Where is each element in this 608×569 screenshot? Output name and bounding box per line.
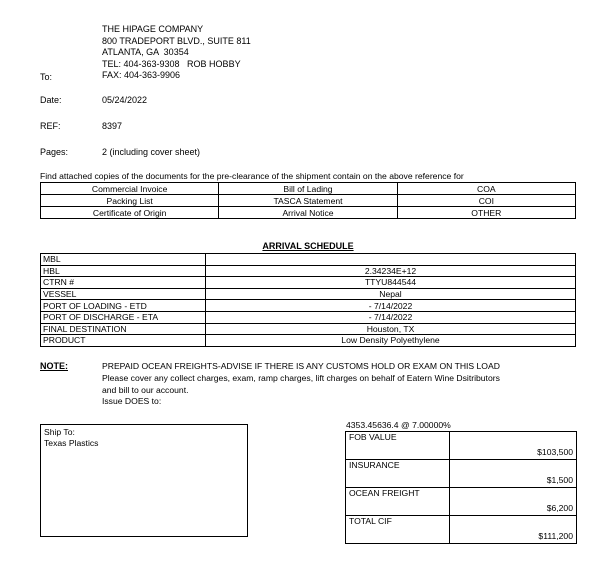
table-row	[41, 254, 576, 266]
pages-value: 2 (including cover sheet)	[102, 147, 201, 157]
doc-cell: Commercial Invoice	[41, 183, 219, 195]
table-row	[346, 488, 577, 516]
arrival-key: FINAL DESTINATION	[41, 323, 206, 335]
arrival-key: VESSEL	[41, 288, 206, 300]
ref-value: 8397	[102, 121, 123, 131]
date-row	[40, 95, 147, 107]
table-row	[41, 335, 576, 347]
date-value: 05/24/2022	[102, 95, 148, 105]
cif-amount: $103,500	[450, 432, 577, 460]
table-row	[41, 277, 576, 289]
company-telephone: TEL: 404-363-9308 ROB HOBBY	[102, 58, 241, 69]
company-street: 800 TRADEPORT BLVD., SUITE 811	[102, 35, 251, 46]
doc-cell: TASCA Statement	[219, 195, 397, 207]
doc-cell: Arrival Notice	[219, 207, 397, 219]
cif-label: OCEAN FREIGHT	[346, 488, 450, 516]
arrival-value: Low Density Polyethylene	[206, 335, 576, 347]
table-row	[41, 207, 576, 219]
intro-sentence: Find attached copies of the documents for the pre-clearance of the shipment contain on the above reference for	[40, 171, 464, 181]
table-row	[41, 300, 576, 312]
doc-cell: OTHER	[397, 207, 575, 219]
doc-cell: Packing List	[41, 195, 219, 207]
note-line: PREPAID OCEAN FREIGHTS-ADVISE IF THERE IS ANY CUSTOMS HOLD OR EXAM ON THIS LOAD	[102, 361, 500, 371]
table-row	[41, 195, 576, 207]
doc-cell: Bill of Lading	[219, 183, 397, 195]
ship-to-label: Ship To:	[44, 427, 75, 437]
pages-row	[40, 147, 200, 159]
arrival-value: TTYU844544	[206, 277, 576, 289]
company-city-state-zip: ATLANTA, GA 30354	[102, 47, 189, 58]
table-row	[41, 288, 576, 300]
arrival-schedule-title	[40, 241, 576, 251]
document-type-table	[40, 182, 576, 219]
cif-value-table	[345, 431, 577, 544]
note-line: and bill to our account.	[102, 384, 189, 395]
doc-cell: COA	[397, 183, 575, 195]
arrival-schedule-table	[40, 253, 576, 347]
cif-amount: $111,200	[450, 516, 577, 544]
table-row	[41, 311, 576, 323]
rate-line: 4353.45636.4 @ 7.00000%	[346, 420, 451, 430]
cif-label: TOTAL CIF	[346, 516, 450, 544]
pages-label: Pages:	[40, 147, 69, 157]
arrival-value: - 7/14/2022	[206, 300, 576, 312]
table-row	[41, 323, 576, 335]
to-label: To:	[40, 72, 53, 82]
cif-amount: $1,500	[450, 460, 577, 488]
ship-to-box	[40, 424, 248, 537]
doc-cell: COI	[397, 195, 575, 207]
to-row	[40, 72, 102, 84]
ref-row	[40, 121, 122, 133]
company-fax: FAX: 404-363-9906	[102, 70, 181, 81]
cif-amount: $6,200	[450, 488, 577, 516]
arrival-key: PRODUCT	[41, 335, 206, 347]
company-address-block	[102, 24, 251, 82]
company-name: THE HIPAGE COMPANY	[102, 24, 204, 34]
arrival-value: - 7/14/2022	[206, 311, 576, 323]
note-line: Issue DOES to:	[102, 396, 162, 407]
note-line: Please cover any collect charges, exam, ramp charges, lift charges on behalf of Eatern Wine Dsitributors	[102, 372, 500, 383]
cif-label: FOB VALUE	[346, 432, 450, 460]
ref-label: REF:	[40, 121, 61, 131]
arrival-value	[206, 254, 576, 266]
note-lines	[102, 361, 500, 408]
arrival-value: Houston, TX	[206, 323, 576, 335]
arrival-key: CTRN #	[41, 277, 206, 289]
arrival-key: PORT OF LOADING - ETD	[41, 300, 206, 312]
arrival-key: HBL	[41, 265, 206, 277]
table-row	[346, 460, 577, 488]
table-row	[346, 516, 577, 544]
table-row	[41, 183, 576, 195]
note-label: NOTE:	[40, 361, 68, 371]
doc-cell: Certificate of Origin	[41, 207, 219, 219]
arrival-value: 2.34234E+12	[206, 265, 576, 277]
cif-label: INSURANCE	[346, 460, 450, 488]
arrival-key: MBL	[41, 254, 206, 266]
date-label: Date:	[40, 95, 62, 105]
table-row	[346, 432, 577, 460]
table-row	[41, 265, 576, 277]
arrival-schedule-title-text: ARRIVAL SCHEDULE	[262, 241, 354, 251]
arrival-value: Nepal	[206, 288, 576, 300]
ship-to-name: Texas Plastics	[44, 437, 99, 448]
arrival-key: PORT OF DISCHARGE - ETA	[41, 311, 206, 323]
